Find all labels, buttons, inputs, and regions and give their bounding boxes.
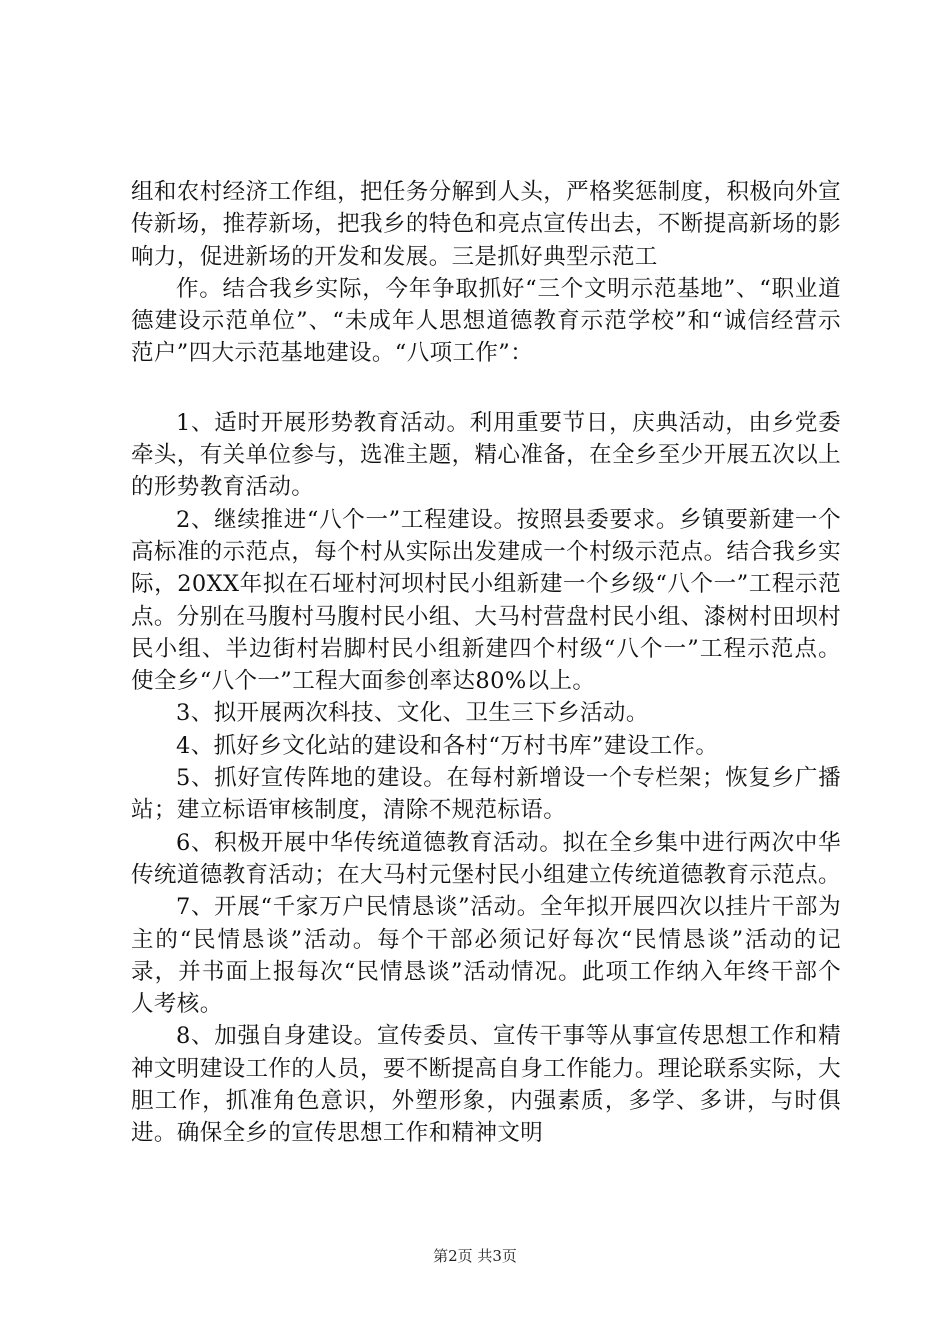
paragraph-demonstration-bases: 作。结合我乡实际，今年争取抓好“三个文明示范基地”、“职业道德建设示范单位”、“未成年人思想道德教育示范学校”和“诚信经营示范户”四大示范基地建设。“八项工作”： xyxy=(131,275,841,367)
paragraph-item-8: 8、加强自身建设。宣传委员、宣传干事等从事宣传思想工作和精神文明建设工作的人员，要不断提高自身工作能力。理论联系实际，大胆工作，抓准角色意识，外塑形象，内强素质，多学、多讲，与时俱进。确保全乡的宣传思想工作和精神文明 xyxy=(131,1023,841,1147)
paragraph-item-4: 4、抓好乡文化站的建设和各村“万村书库”建设工作。 xyxy=(176,732,719,759)
paragraph-item-6: 6、积极开展中华传统道德教育活动。拟在全乡集中进行两次中华传统道德教育活动；在大马村元堡村民小组建立传统道德教育示范点。 xyxy=(131,829,841,888)
paragraph-intro-continued: 组和农村经济工作组，把任务分解到人头，严格奖惩制度，积极向外宣传新场，推荐新场，把我乡的特色和亮点宣传出去，不断提高新场的影响力，促进新场的开发和发展。三是抓好典型示范工 xyxy=(131,179,841,270)
paragraph-item-2: 2、继续推进“八个一”工程建设。按照县委要求。乡镇要新建一个高标准的示范点，每个村从实际出发建成一个村级示范点。结合我乡实际，20XX年拟在石垭村河坝村民小组新建一个乡级“八个一”工程示范点。分别在马腹村马腹村民小组、大马村营盘村民小组、漆树村田坝村民小组、半边街村岩脚村民小组新建四个村级“八个一”工程示范点。使全乡“八个一”工程大面参创率达80%以上。 xyxy=(131,506,841,695)
paragraph-item-1: 1、适时开展形势教育活动。利用重要节日，庆典活动，由乡党委牵头，有关单位参与，选准主题，精心准备，在全乡至少开展五次以上的形势教育活动。 xyxy=(131,409,841,501)
paragraph-item-5: 5、抓好宣传阵地的建设。在每村新增设一个专栏架；恢复乡广播站；建立标语审核制度，清除不规范标语。 xyxy=(131,765,841,824)
page-number-footer: 第2页 共3页 xyxy=(433,1247,517,1265)
paragraph-item-7: 7、开展“千家万户民情恳谈”活动。全年拟开展四次以挂片干部为主的“民情恳谈”活动。每个干部必须记好每次“民情恳谈”活动的记录，并书面上报每次“民情恳谈”活动情况。此项工作纳入年终干部个人考核。 xyxy=(131,894,841,1018)
document-body xyxy=(131,176,841,1150)
paragraph-item-3: 3、拟开展两次科技、文化、卫生三下乡活动。 xyxy=(176,700,649,727)
